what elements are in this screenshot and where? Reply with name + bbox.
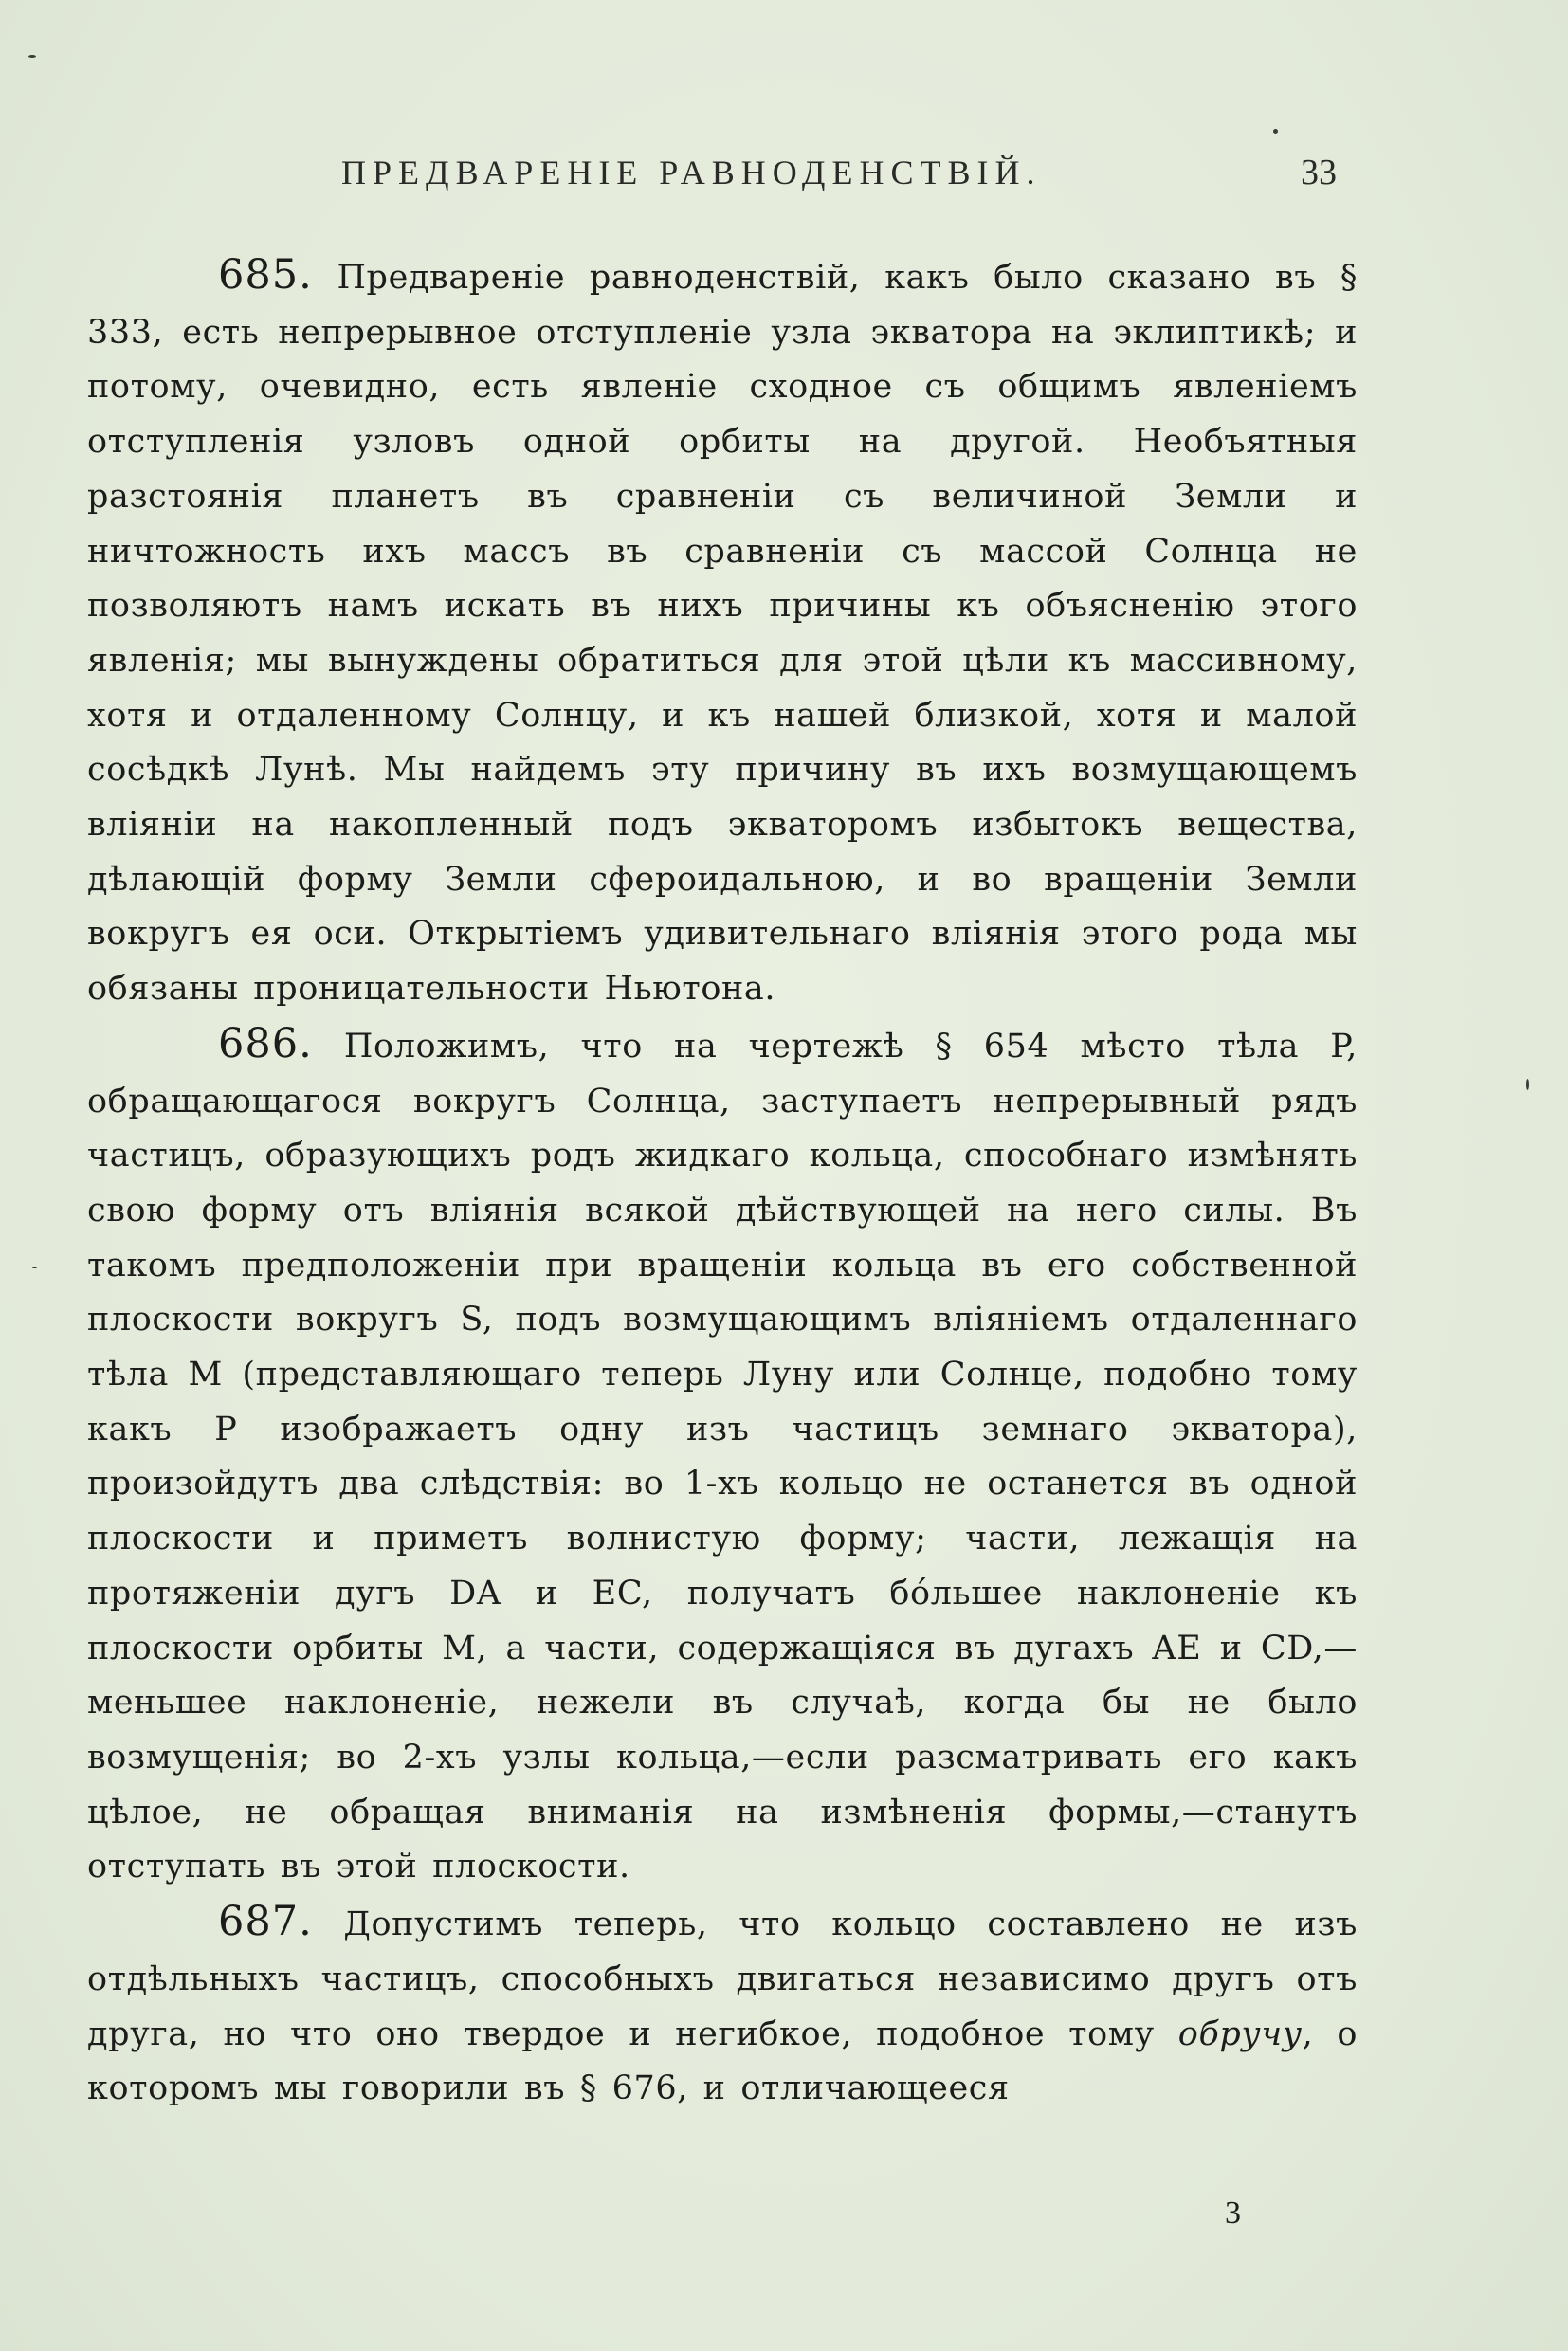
running-title: ПРЕДВАРЕНІЕ РАВНОДЕНСТВІЙ. (341, 154, 1042, 191)
paragraph-text: Положимъ, что на чертежѣ § 654 мѣсто тѣла P, обращающагося вокругъ Солнца, заступаетъ непрерывный рядъ частицъ, образующихъ родъ жидкаго кольца, способнаго измѣнять свою форму отъ вліянія всякой дѣйствующей на него силы. Въ такомъ предположеніи при вращеніи кольца въ его собственной плоскости вокругъ S, подъ возмущающимъ вліяніемъ отдаленнаго тѣла M (представляющаго теперь Луну или Солнце, подобно тому какъ P изображаетъ одну изъ частицъ земнаго экватора), произойдутъ два слѣдствія: во 1-хъ кольцо не останется въ одной плоскости и приметъ волнистую форму; части, лежащія на протяженіи дугъ DA и EC, получатъ бо́льшее наклоненіе къ плоскости орбиты M, а части, содержащіяся въ дугахъ AE и CD,—меньшее наклоненіе, нежели въ случаѣ, когда бы не было возмущенія; во 2-хъ узлы кольца,—если разсматривать его какъ цѣлое, не обращая вниманія на измѣненія формы,—станутъ отступать въ этой плоскости. (87, 1027, 1358, 1886)
paragraph-number: 687. (218, 1898, 313, 1946)
paragraph-number: 686. (218, 1019, 313, 1067)
signature-mark: 3 (1225, 2196, 1241, 2231)
print-speck (1526, 1079, 1529, 1090)
paragraph-number: 685. (218, 251, 313, 299)
italic-term: обручу (1177, 2014, 1303, 2053)
paragraph-685 (87, 248, 1358, 1017)
page-number: 33 (1301, 153, 1337, 192)
paragraph-686 (87, 1017, 1358, 1895)
print-speck (28, 55, 36, 58)
paragraph-687 (87, 1895, 1358, 2117)
page-header (341, 152, 1337, 193)
paragraph-text: Допустимъ теперь, что кольцо составлено не изъ отдѣльныхъ частицъ, способныхъ двигаться независимо другъ отъ друга, но что оно твердое и негибкое, подобное тому (87, 1905, 1358, 2053)
body-text (87, 248, 1358, 2117)
paragraph-text-continued: , о которомъ мы говорили въ § 676, и отличающееся (87, 2014, 1358, 2108)
paragraph-text: Предвареніе равноденствій, какъ было сказано въ § 333, есть непрерывное отступленіе узла экватора на эклиптикѣ; и потому, очевидно, есть явленіе сходное съ общимъ явленіемъ отступленія узловъ одной орбиты на другой. Необъятныя разстоянія планетъ въ сравненіи съ величиной Земли и ничтожность ихъ массъ въ сравненіи съ массой Солнца не позволяютъ намъ искать въ нихъ причины къ объясненію этого явленія; мы вынуждены обратиться для этой цѣли къ массивному, хотя и отдаленному Солнцу, и къ нашей близкой, хотя и малой сосѣдкѣ Лунѣ. Мы найдемъ эту причину въ ихъ возмущающемъ вліяніи на накопленный подъ экваторомъ избытокъ вещества, дѣлающій форму Земли сфероидальною, и во вращеніи Земли вокругъ ея оси. Открытіемъ удивительнаго вліянія этого рода мы обязаны проницательности Ньютона. (87, 259, 1358, 1009)
print-speck (32, 1267, 37, 1268)
print-speck (1273, 129, 1278, 134)
